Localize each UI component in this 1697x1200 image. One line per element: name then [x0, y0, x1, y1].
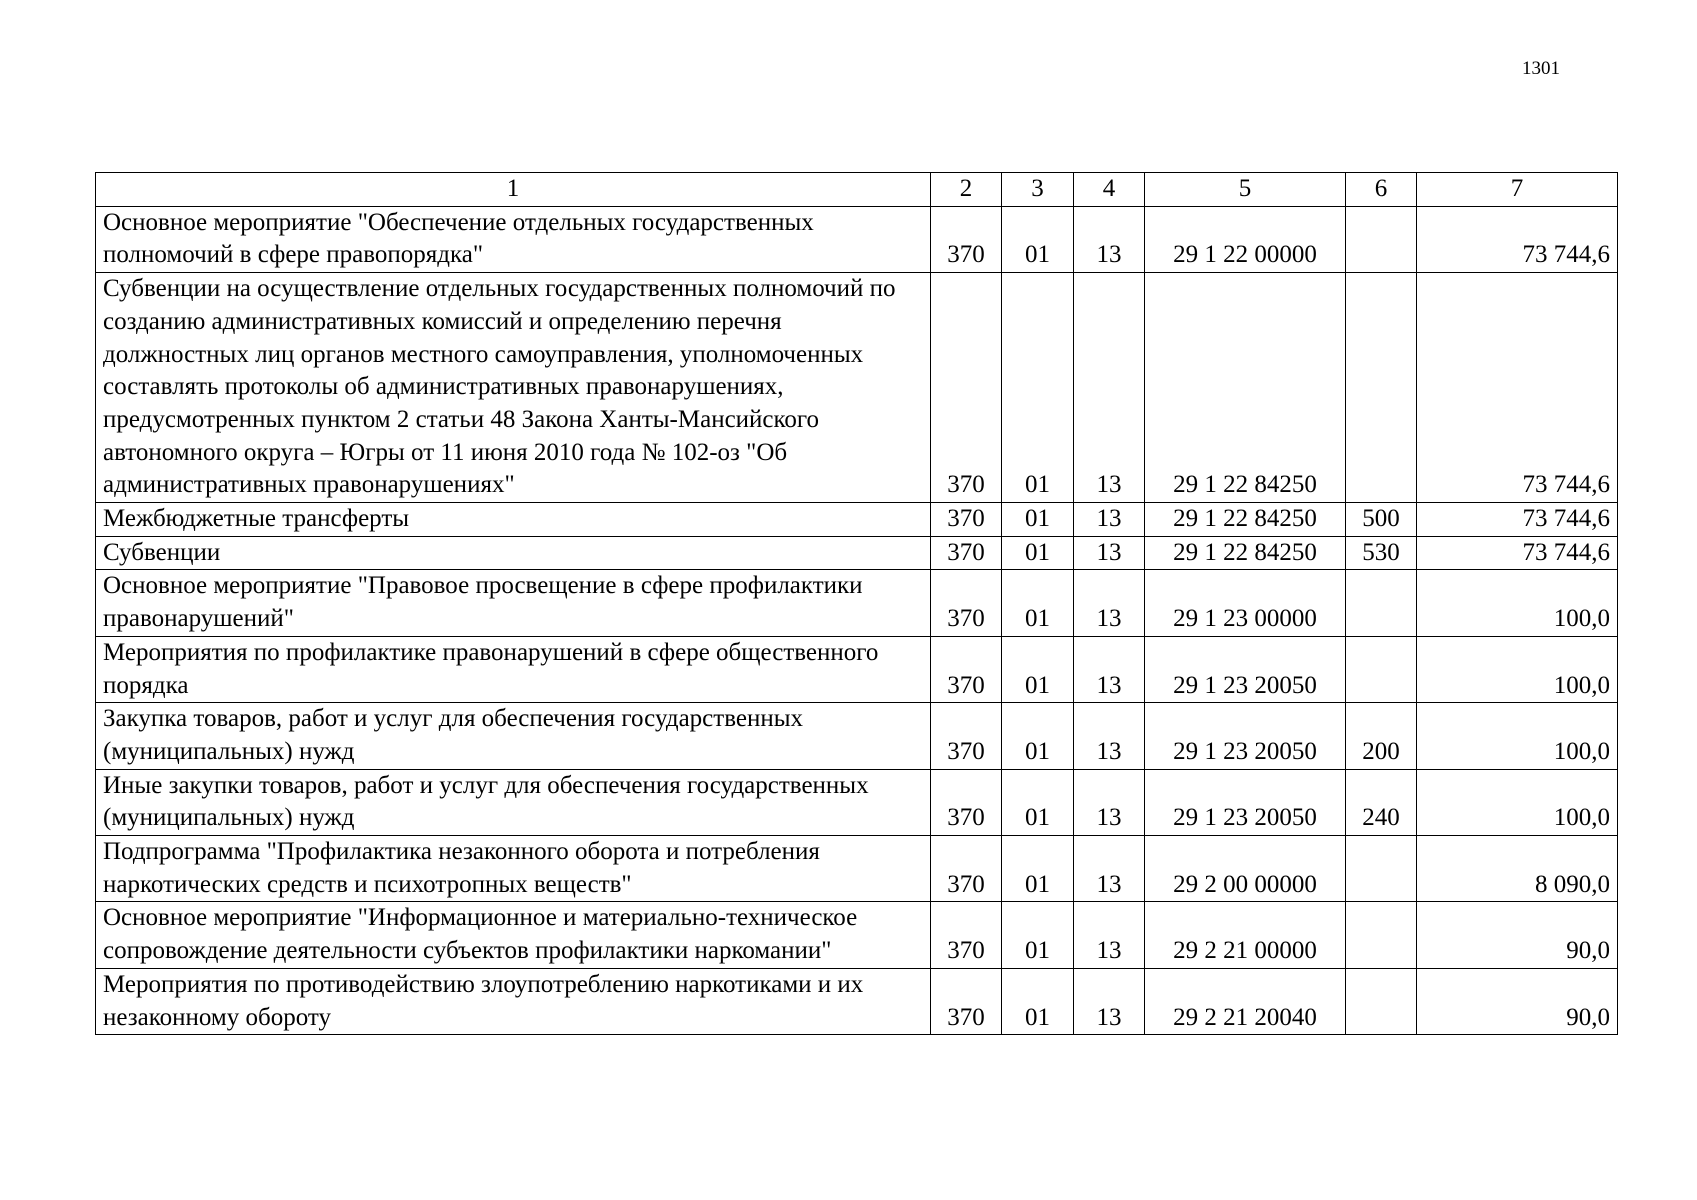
amount: 100,0 — [1417, 570, 1618, 636]
subsection-code: 13 — [1074, 206, 1145, 272]
item-name: Основное мероприятие "Обеспечение отдельных государственных полномочий в сфере правопорядка" — [96, 206, 931, 272]
section-code: 01 — [1002, 703, 1074, 769]
ministry-code: 370 — [931, 570, 1002, 636]
expense-type-code: 500 — [1346, 503, 1417, 537]
subsection-code: 13 — [1074, 836, 1145, 902]
budget-table — [95, 172, 1618, 1035]
column-header: 6 — [1346, 173, 1417, 207]
section-code: 01 — [1002, 769, 1074, 835]
target-article-code: 29 1 23 20050 — [1145, 703, 1346, 769]
target-article-code: 29 1 22 84250 — [1145, 503, 1346, 537]
target-article-code: 29 1 22 84250 — [1145, 536, 1346, 570]
expense-type-code — [1346, 273, 1417, 503]
item-name: Закупка товаров, работ и услуг для обеспечения государственных (муниципальных) нужд — [96, 703, 931, 769]
item-name: Основное мероприятие "Информационное и материально-техническое сопровождение деятельности субъектов профилактики наркомании" — [96, 902, 931, 968]
target-article-code: 29 1 23 20050 — [1145, 636, 1346, 702]
subsection-code: 13 — [1074, 536, 1145, 570]
item-name: Межбюджетные трансферты — [96, 503, 931, 537]
amount: 8 090,0 — [1417, 836, 1618, 902]
ministry-code: 370 — [931, 769, 1002, 835]
column-header: 1 — [96, 173, 931, 207]
target-article-code: 29 1 22 00000 — [1145, 206, 1346, 272]
target-article-code: 29 2 21 00000 — [1145, 902, 1346, 968]
item-name: Мероприятия по противодействию злоупотреблению наркотиками и их незаконному обороту — [96, 968, 931, 1034]
subsection-code: 13 — [1074, 902, 1145, 968]
amount: 100,0 — [1417, 703, 1618, 769]
table-row — [96, 769, 1618, 835]
column-header: 7 — [1417, 173, 1618, 207]
subsection-code: 13 — [1074, 570, 1145, 636]
amount: 100,0 — [1417, 636, 1618, 702]
table-row — [96, 836, 1618, 902]
table-row — [96, 968, 1618, 1034]
ministry-code: 370 — [931, 836, 1002, 902]
subsection-code: 13 — [1074, 636, 1145, 702]
section-code: 01 — [1002, 836, 1074, 902]
expense-type-code — [1346, 636, 1417, 702]
target-article-code: 29 1 22 84250 — [1145, 273, 1346, 503]
page-number: 1301 — [1522, 58, 1560, 79]
column-header: 3 — [1002, 173, 1074, 207]
ministry-code: 370 — [931, 968, 1002, 1034]
section-code: 01 — [1002, 968, 1074, 1034]
section-code: 01 — [1002, 503, 1074, 537]
section-code: 01 — [1002, 536, 1074, 570]
ministry-code: 370 — [931, 206, 1002, 272]
expense-type-code: 530 — [1346, 536, 1417, 570]
amount: 73 744,6 — [1417, 536, 1618, 570]
target-article-code: 29 1 23 20050 — [1145, 769, 1346, 835]
item-name: Основное мероприятие "Правовое просвещение в сфере профилактики правонарушений" — [96, 570, 931, 636]
section-code: 01 — [1002, 206, 1074, 272]
table-row — [96, 503, 1618, 537]
target-article-code: 29 2 00 00000 — [1145, 836, 1346, 902]
table-row — [96, 206, 1618, 272]
expense-type-code — [1346, 902, 1417, 968]
subsection-code: 13 — [1074, 273, 1145, 503]
section-code: 01 — [1002, 902, 1074, 968]
ministry-code: 370 — [931, 536, 1002, 570]
column-header: 4 — [1074, 173, 1145, 207]
target-article-code: 29 1 23 00000 — [1145, 570, 1346, 636]
table-row — [96, 636, 1618, 702]
expense-type-code — [1346, 570, 1417, 636]
ministry-code: 370 — [931, 902, 1002, 968]
expense-type-code — [1346, 968, 1417, 1034]
expense-type-code: 200 — [1346, 703, 1417, 769]
column-header: 5 — [1145, 173, 1346, 207]
amount: 100,0 — [1417, 769, 1618, 835]
table-row — [96, 570, 1618, 636]
subsection-code: 13 — [1074, 769, 1145, 835]
item-name: Подпрограмма "Профилактика незаконного оборота и потребления наркотических средств и психотропных веществ" — [96, 836, 931, 902]
subsection-code: 13 — [1074, 968, 1145, 1034]
amount: 73 744,6 — [1417, 206, 1618, 272]
ministry-code: 370 — [931, 503, 1002, 537]
amount: 90,0 — [1417, 902, 1618, 968]
item-name: Иные закупки товаров, работ и услуг для обеспечения государственных (муниципальных) нужд — [96, 769, 931, 835]
ministry-code: 370 — [931, 703, 1002, 769]
expense-type-code — [1346, 206, 1417, 272]
table-row — [96, 536, 1618, 570]
subsection-code: 13 — [1074, 503, 1145, 537]
column-header: 2 — [931, 173, 1002, 207]
ministry-code: 370 — [931, 636, 1002, 702]
amount: 90,0 — [1417, 968, 1618, 1034]
item-name: Субвенции — [96, 536, 931, 570]
amount: 73 744,6 — [1417, 503, 1618, 537]
table-row — [96, 273, 1618, 503]
item-name: Субвенции на осуществление отдельных государственных полномочий по созданию административных комиссий и определению перечня должностных лиц органов местного самоуправления, уполномоченных составлять протоколы об административных правонарушениях, предусмотренных пунктом 2 статьи 48 Закона Ханты-Мансийского автономного округа – Югры от 11 июня 2010 года № 102-оз "Об административных правонарушениях" — [96, 273, 931, 503]
subsection-code: 13 — [1074, 703, 1145, 769]
section-code: 01 — [1002, 636, 1074, 702]
amount: 73 744,6 — [1417, 273, 1618, 503]
table-body — [96, 206, 1618, 1035]
table-row — [96, 703, 1618, 769]
section-code: 01 — [1002, 273, 1074, 503]
item-name: Мероприятия по профилактике правонарушений в сфере общественного порядка — [96, 636, 931, 702]
section-code: 01 — [1002, 570, 1074, 636]
target-article-code: 29 2 21 20040 — [1145, 968, 1346, 1034]
table-row — [96, 902, 1618, 968]
expense-type-code: 240 — [1346, 769, 1417, 835]
ministry-code: 370 — [931, 273, 1002, 503]
expense-type-code — [1346, 836, 1417, 902]
table-header-row — [96, 173, 1618, 207]
